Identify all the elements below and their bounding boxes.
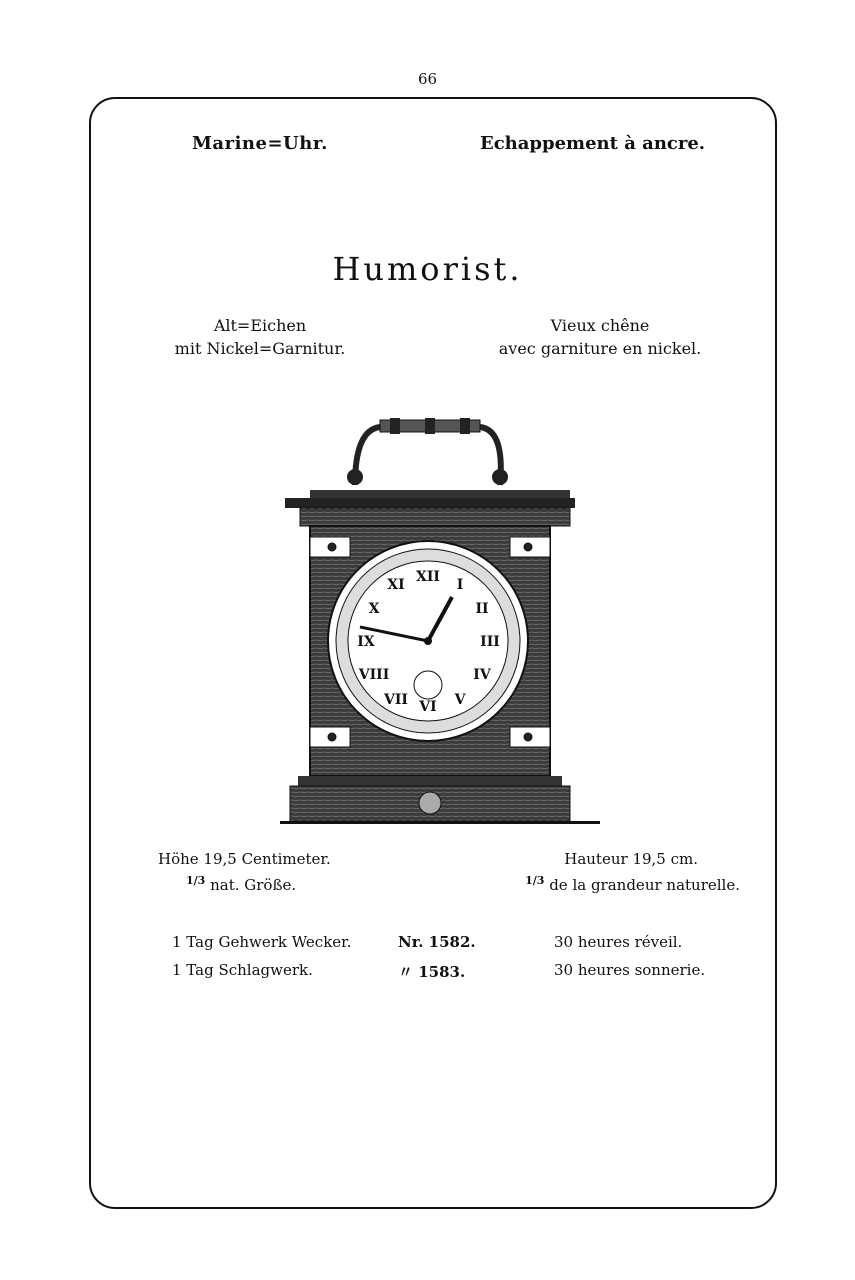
size-german-line2 [158,870,331,896]
svg-text:V: V [454,692,466,708]
svg-text:II: II [475,601,489,617]
handle-icon [347,418,508,485]
svg-text:VIII: VIII [358,667,390,683]
size-german [158,849,331,896]
clock-illustration [280,415,610,835]
material-french-line1: Vieux chêne [550,316,650,335]
svg-text:IV: IV [473,667,491,683]
svg-text:XI: XI [387,577,405,593]
size-french-fraction: 1/3 [525,874,545,887]
size-french [510,849,740,896]
material-german-line1: Alt=Eichen [213,316,307,335]
material-french-line2: avec garniture en nickel. [498,339,702,358]
size-german-fraction: 1/3 [186,874,206,887]
material-german-line2: mit Nickel=Garnitur. [174,339,346,358]
model-description-german: 1 Tag Gehwerk Wecker. [172,933,352,951]
svg-text:III: III [480,634,500,650]
model-number: Nr. 1582. [398,933,476,951]
model-number: 〃 1583. [398,963,466,981]
size-french-line2 [510,870,740,896]
page-number: 66 [417,70,438,88]
size-german-line1: Höhe 19,5 Centimeter. [158,850,331,868]
svg-text:I: I [456,577,464,593]
size-french-line1: Hauteur 19,5 cm. [564,850,698,868]
svg-text:VII: VII [384,692,408,708]
svg-text:X: X [368,601,380,617]
header-right: Echappement à ancre. [480,133,706,154]
svg-text:IX: IX [357,634,375,650]
model-description-german: 1 Tag Schlagwerk. [172,961,313,979]
material-french [470,314,730,360]
model-description-french: 30 heures sonnerie. [554,961,706,979]
material-german [160,314,360,360]
svg-text:XII: XII [416,569,440,585]
size-german-line2-text: nat. Größe. [210,876,297,894]
svg-text:VI: VI [419,699,437,715]
size-french-line2-text: de la grandeur naturelle. [549,876,740,894]
product-title: Humorist. [332,250,523,288]
header-left: Marine=Uhr. [192,133,328,154]
model-description-french: 30 heures réveil. [554,933,683,951]
